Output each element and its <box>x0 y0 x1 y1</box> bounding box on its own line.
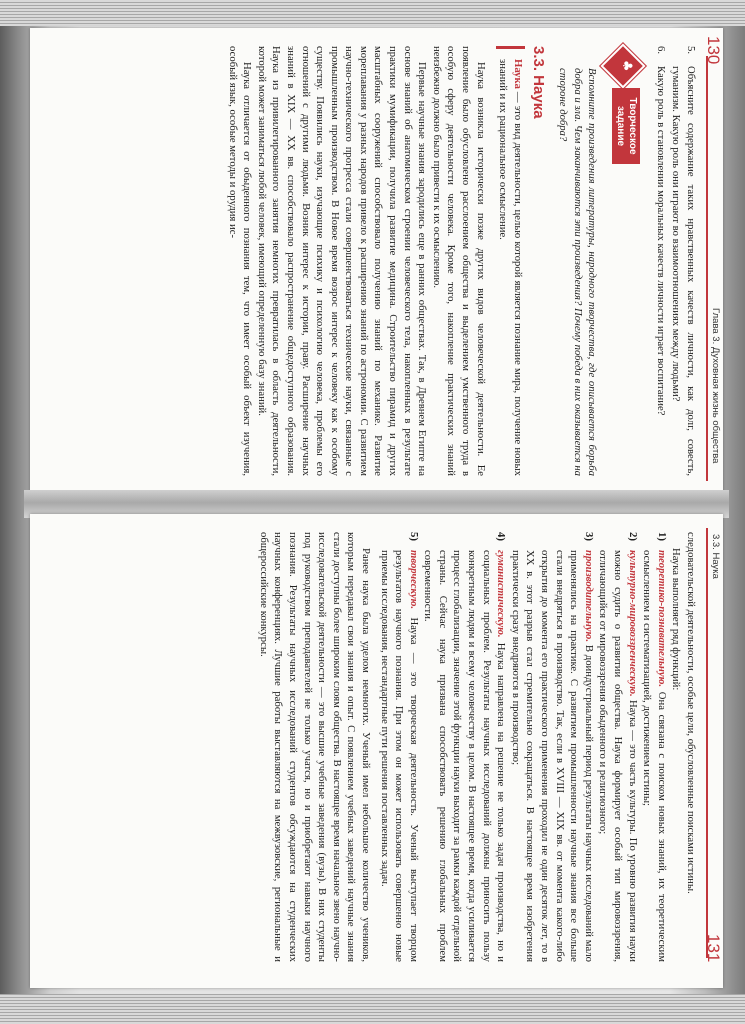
paragraph: Ранее наука была уделом немногих. Ученый имел небольшое количество учеников, которым передавал свои знания и опыт. С появлением учебных заведений научные знания стали доступны более широким слоям общества. В настоящее время начальное звено научно-исследовательской деятельности — это высшие учебные заведения (вузы). В них студенты под руководством преподавателей не только учатся, но и приобретают навыки научного познания. Результаты научных исследований студентов обсуждаются на студенческих научных конференциях. Лучшие работы выставляются на межвузовские, региональные и общероссийские конкурсы. <box>257 532 372 962</box>
paragraph: следовательской деятельности, особые цели, обусловленные поисками истины. <box>685 532 697 894</box>
section-title: 3.3. Наука <box>530 46 548 119</box>
creative-task-text: Вспомните произведения литературы, народного творчества, где описывается борьба добра и зла. Чем заканчиваются эти произведения? Почему победа в них оказывается на стороне добра? <box>557 68 599 476</box>
functions-lead: Наука выполняет ряд функций: <box>670 548 683 691</box>
page-edges-bottom <box>0 994 745 1024</box>
list-item: 4) гуманистическую. Наука направлена на решение не только задач производства, но и социальных проблем. Результаты научных исследований должны приносить пользу конкретным людям и всему человечеству в целом. В настоящее время, когда усиливается процесс глобализации, значение этой функции науки выходит за рамки каждой отдельной страны. Сейчас наука призвана способствовать решению глобальных проблем современности. <box>422 532 508 962</box>
paragraph: Наука отличается от обыденного познания тем, что имеет особый объект изучения, особый язык, особые методы и орудия ис- <box>226 46 254 476</box>
left-page <box>30 28 723 494</box>
creative-task-label: Творческое задание <box>612 88 640 164</box>
creative-task-badge <box>603 46 649 164</box>
running-head: Глава 3. Духовная жизнь общества <box>710 308 721 464</box>
list-item: 1) теоретико-познавательную. Она связана с поиском новых знаний, их теоретическим осмыслением и систематизацией, достижением истины; <box>641 532 668 962</box>
drama-masks-icon: ♣ <box>601 43 646 88</box>
question-number: 6. <box>654 46 667 55</box>
page-edges-top <box>0 0 745 26</box>
question-5 <box>669 46 698 476</box>
list-item: 2) культурно-мировоззренческую. Наука — это часть культуры. По уровню развития науки можно судить о развитии общества. Наука формирует особый тип мировоззрения, отличающийся от мировоззрения обыденного и религиозного; <box>597 532 639 962</box>
creative-task-block <box>599 46 649 476</box>
list-item: 5) творческую. Наука — это творческая деятельность. Ученый выступает творцом результатов научного познания. При этом он может использовать совершенно новые приемы исследования, нестандартные пути решения поставленных задач. <box>378 532 420 962</box>
definition <box>496 46 525 476</box>
paragraph: Первые научные знания зародились еще в ранних обществах. Так, в Древнем Египте на основе знаний об анатомическом строении человеческого тела, накопленных в результате практики мумификации, получила развитие медицина. Строительство пирамид и других масштабных сооружений способствовало получению знаний по механике. Развитие мореплавания у разных народов привело к расширению знаний по астрономии. С развитием научно-технического прогресса стали совершенствоваться технические науки, связанные с промышленным производством. В Новое время возрос интерес к человеку как к особому существу. Появились науки, изучающие психику и психологию человека, проблемы его отношений с другими людьми. Возник интерес к истории, праву. Расширение научных знаний в XIX — XX вв. способствовало распространение общедоступного образования. Наука из привилегированного занятия немногих превратилась в область деятельности, которой может заниматься любой человек, имеющий определенную базу знаний. <box>255 46 429 476</box>
question-6 <box>653 46 668 476</box>
paragraph: Наука возникла исторически позже других видов человеческой деятельности. Ее появление было обусловлено расслоением общества и выделением умственного труда в особую сферу деятельности человека. Кроме того, накопление практических знаний неизбежно должно было привести к их осмыслению. <box>430 46 487 476</box>
page-number: 130 <box>704 36 723 65</box>
running-head: 3.3. Наука <box>710 534 721 579</box>
header-rule <box>706 528 708 958</box>
definition-text: — это вид деятельности, целью которой является познание мира, получение новых знаний и их рациональное осмысление. <box>497 59 524 476</box>
functions-list <box>377 532 669 962</box>
question-text: Объясните содержание таких нравственных качеств личности, как долг, совесть, гуманизм. Какую роль они играют во взаимоотношениях между людьми? <box>670 66 697 476</box>
list-item: 3) производительную. В доиндустриальный период результаты научных исследований мало применялись на практике. С развитием промышленности научные знания все больше стали внедряться в производство. Так, если в XVIII — XIX вв. от момента какого-либо открытия до момента его практического применения проходил не один десяток лет, то в XX в. этот разрыв стал стремительно сокращаться. В настоящее время изобретения практически сразу внедряются в производство; <box>509 532 595 962</box>
function-term: культурно-мировоззренческую. <box>626 550 639 697</box>
function-term: производительную. <box>582 550 595 642</box>
function-term: теоретико-познавательную. <box>655 550 668 688</box>
left-page-column <box>225 46 698 476</box>
right-page-column <box>256 532 698 962</box>
question-text: Какую роль в становлении моральных качеств личности играет воспитание? <box>654 66 667 416</box>
function-term: гуманистическую. <box>495 550 508 638</box>
header-rule <box>706 56 708 481</box>
question-number: 5. <box>685 46 697 55</box>
function-term: творческую. <box>407 550 420 610</box>
page-number: 131 <box>704 934 723 963</box>
definition-term: Наука <box>511 59 524 89</box>
right-page <box>30 514 723 988</box>
